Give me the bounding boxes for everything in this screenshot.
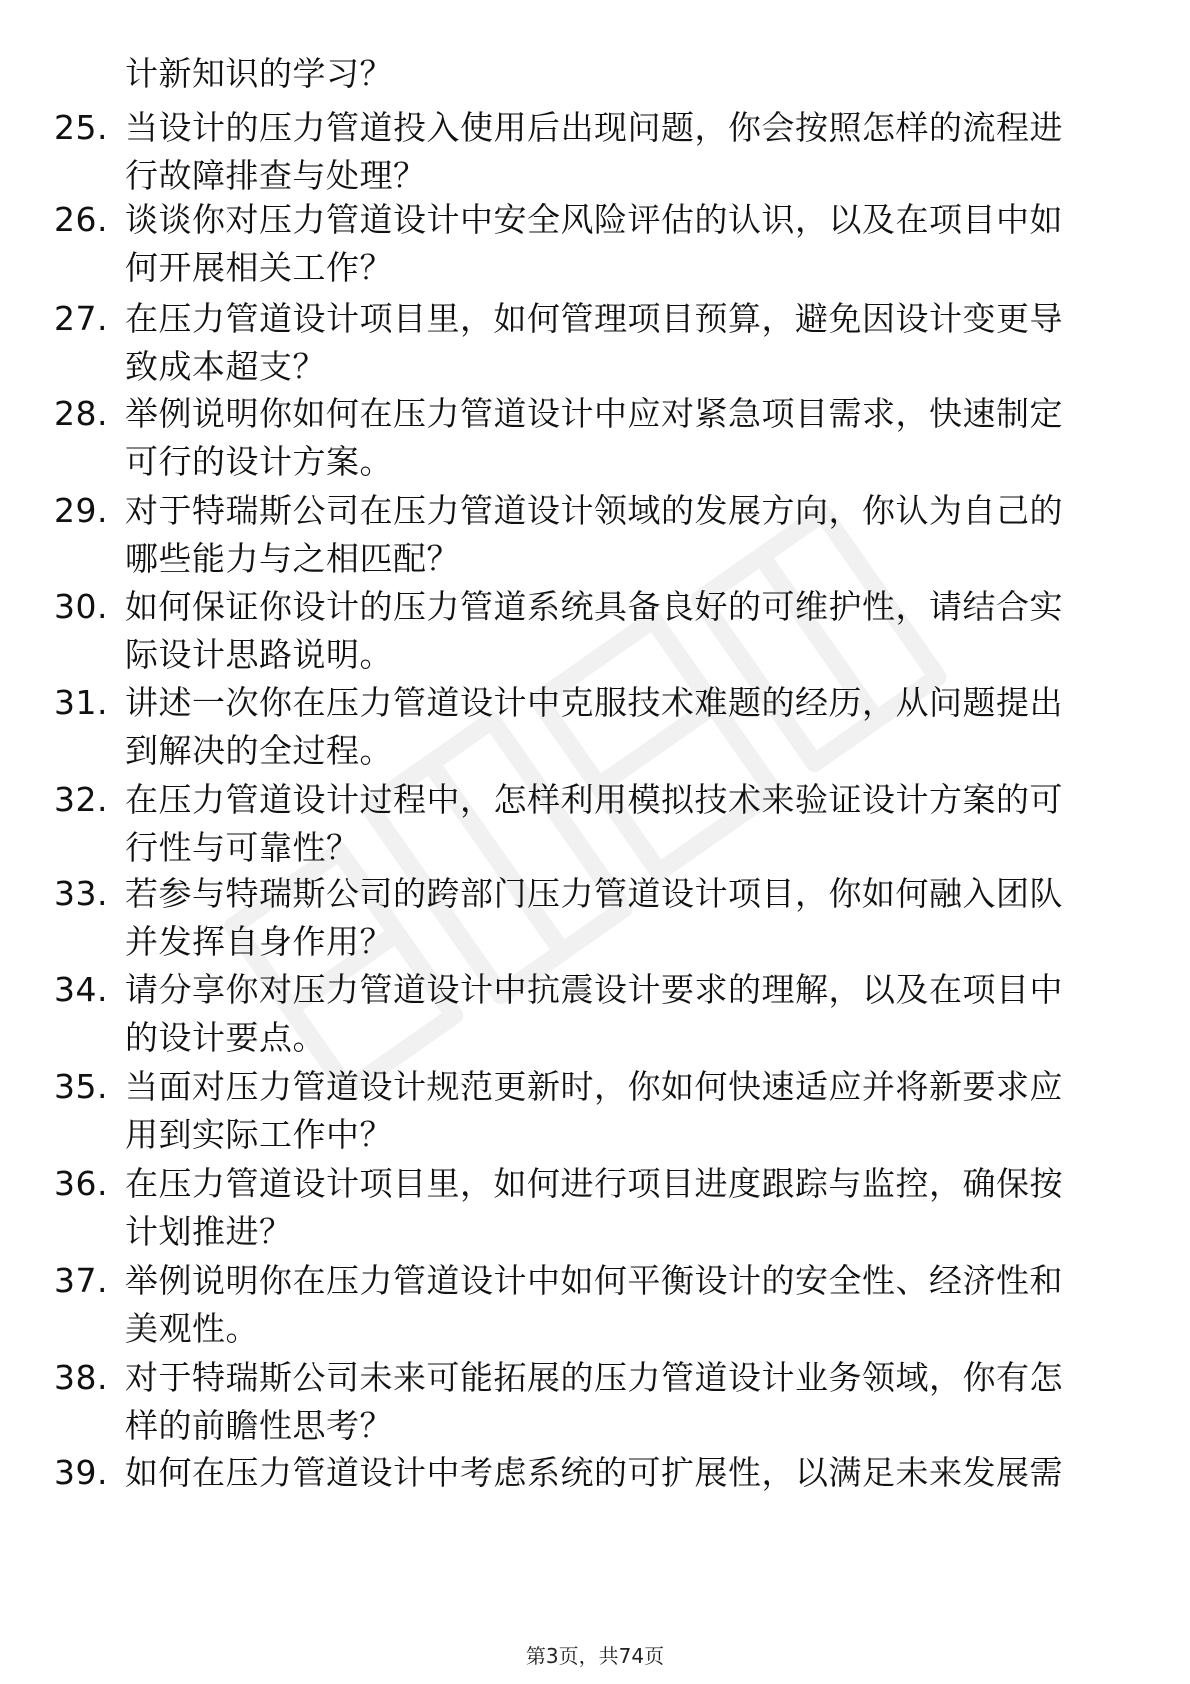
question-line-1: 在压力管道设计项目里，如何管理项目预算，避免因设计变更导	[125, 299, 1063, 338]
question-line-2: 美观性。	[125, 1309, 259, 1348]
question-line-2: 用到实际工作中？	[125, 1115, 393, 1154]
question-number: 29.	[54, 491, 108, 530]
question-line-1: 当设计的压力管道投入使用后出现问题，你会按照怎样的流程进	[125, 108, 1063, 147]
question-line-2: 样的前瞻性思考？	[125, 1406, 393, 1445]
question-number: 39.	[54, 1453, 108, 1492]
question-line-1: 对于特瑞斯公司在压力管道设计领域的发展方向，你认为自己的	[125, 491, 1063, 530]
page-number-label: 第3页，共74页	[525, 1644, 665, 1668]
question-line-1: 谈谈你对压力管道设计中安全风险评估的认识，以及在项目中如	[125, 200, 1063, 239]
question-line-2: 到解决的全过程。	[125, 731, 393, 770]
question-line-2: 行性与可靠性？	[125, 828, 360, 867]
continuation-text: 计新知识的学习？	[125, 54, 393, 93]
question-number: 28.	[54, 394, 108, 433]
question-line-2: 计划推进？	[125, 1212, 293, 1251]
question-line-1: 在压力管道设计过程中，怎样利用模拟技术来验证设计方案的可	[125, 780, 1063, 819]
question-line-2: 何开展相关工作？	[125, 248, 393, 287]
question-number: 33.	[54, 874, 108, 913]
question-line-2: 并发挥自身作用？	[125, 922, 393, 961]
question-line-1: 举例说明你在压力管道设计中如何平衡设计的安全性、经济性和	[125, 1261, 1063, 1300]
question-line-1: 如何保证你设计的压力管道系统具备良好的可维护性，请结合实	[125, 587, 1063, 626]
question-number: 25.	[54, 108, 108, 147]
question-line-1: 如何在压力管道设计中考虑系统的可扩展性，以满足未来发展需	[125, 1453, 1063, 1492]
question-line-1: 在压力管道设计项目里，如何进行项目进度跟踪与监控，确保按	[125, 1164, 1063, 1203]
question-line-2: 哪些能力与之相匹配？	[125, 539, 460, 578]
page-footer	[0, 1643, 1190, 1669]
question-line-1: 讲述一次你在压力管道设计中克服技术难题的经历，从问题提出	[125, 683, 1063, 722]
question-number: 38.	[54, 1358, 108, 1397]
question-number: 35.	[54, 1067, 108, 1106]
question-line-1: 对于特瑞斯公司未来可能拓展的压力管道设计业务领域，你有怎	[125, 1358, 1063, 1397]
question-line-2: 的设计要点。	[125, 1018, 326, 1057]
question-number: 34.	[54, 970, 108, 1009]
question-number: 36.	[54, 1164, 108, 1203]
question-line-1: 请分享你对压力管道设计中抗震设计要求的理解，以及在项目中	[125, 970, 1063, 1009]
question-line-2: 致成本超支？	[125, 347, 326, 386]
question-number: 26.	[54, 200, 108, 239]
question-line-1: 若参与特瑞斯公司的跨部门压力管道设计项目，你如何融入团队	[125, 874, 1063, 913]
question-number: 30.	[54, 587, 108, 626]
question-line-1: 当面对压力管道设计规范更新时，你如何快速适应并将新要求应	[125, 1067, 1063, 1106]
question-number: 37.	[54, 1261, 108, 1300]
question-number: 32.	[54, 780, 108, 819]
question-number: 27.	[54, 299, 108, 338]
question-line-1: 举例说明你如何在压力管道设计中应对紧急项目需求，快速制定	[125, 394, 1063, 433]
question-line-2: 行故障排查与处理？	[125, 156, 427, 195]
question-number: 31.	[54, 683, 108, 722]
question-line-2: 际设计思路说明。	[125, 635, 393, 674]
question-line-2: 可行的设计方案。	[125, 442, 393, 481]
